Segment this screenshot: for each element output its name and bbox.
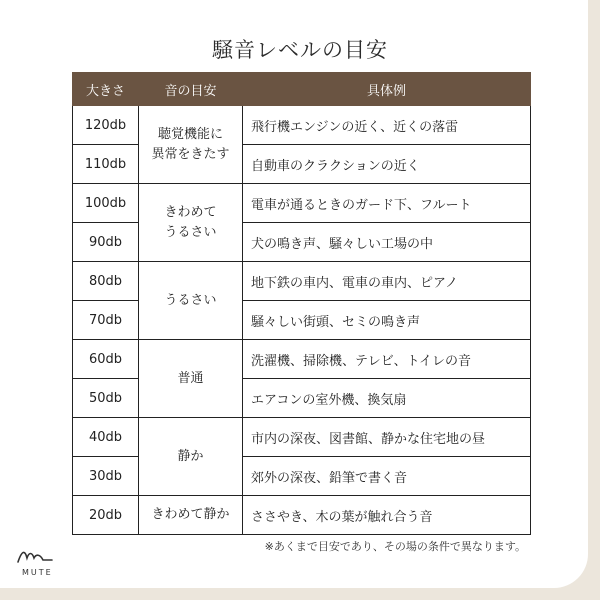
header-sound-guide: 音の目安 bbox=[139, 73, 243, 106]
example-cell: 騒々しい街頭、セミの鳴き声 bbox=[243, 301, 531, 340]
table-row bbox=[73, 184, 531, 223]
level-cell: 30db bbox=[73, 457, 139, 496]
example-cell: 郊外の深夜、鉛筆で書く音 bbox=[243, 457, 531, 496]
level-cell: 40db bbox=[73, 418, 139, 457]
footnote: ※あくまで目安であり、その場の条件で異なります。 bbox=[264, 540, 526, 553]
guide-cell: うるさい bbox=[139, 262, 243, 340]
example-cell: 地下鉄の車内、電車の車内、ピアノ bbox=[243, 262, 531, 301]
guide-text: 聴覚機能に bbox=[157, 126, 223, 142]
example-cell: 自動車のクラクションの近く bbox=[243, 145, 531, 184]
level-cell: 50db bbox=[73, 379, 139, 418]
level-cell: 90db bbox=[73, 223, 139, 262]
guide-cell: 普通 bbox=[139, 340, 243, 418]
noise-level-table bbox=[72, 72, 531, 535]
guide-text: きわめて bbox=[164, 204, 217, 220]
guide-cell bbox=[139, 184, 243, 262]
level-cell: 120db bbox=[73, 106, 139, 145]
table-row bbox=[73, 418, 531, 457]
table-row bbox=[73, 496, 531, 535]
guide-cell bbox=[139, 106, 243, 184]
level-cell: 20db bbox=[73, 496, 139, 535]
logo-text: MUTE bbox=[22, 568, 53, 577]
guide-cell: きわめて静か bbox=[139, 496, 243, 535]
table-row bbox=[73, 262, 531, 301]
example-cell: 飛行機エンジンの近く、近くの落雷 bbox=[243, 106, 531, 145]
guide-text: うるさい bbox=[164, 224, 217, 240]
level-cell: 80db bbox=[73, 262, 139, 301]
level-cell: 70db bbox=[73, 301, 139, 340]
example-cell: 電車が通るときのガード下、フルート bbox=[243, 184, 531, 223]
example-cell: 犬の鳴き声、騒々しい工場の中 bbox=[243, 223, 531, 262]
level-cell: 60db bbox=[73, 340, 139, 379]
page-title: 騒音レベルの目安 bbox=[212, 38, 388, 62]
example-cell: 洗濯機、掃除機、テレビ、トイレの音 bbox=[243, 340, 531, 379]
table-row bbox=[73, 106, 531, 145]
example-cell: エアコンの室外機、換気扇 bbox=[243, 379, 531, 418]
header-volume: 大きさ bbox=[73, 73, 139, 106]
mute-logo-icon bbox=[16, 548, 56, 566]
table-row bbox=[73, 340, 531, 379]
example-cell: ささやき、木の葉が触れ合う音 bbox=[243, 496, 531, 535]
table-header-row bbox=[73, 73, 531, 106]
guide-text: 異常をきたす bbox=[151, 146, 230, 162]
header-examples: 具体例 bbox=[243, 73, 531, 106]
guide-cell: 静か bbox=[139, 418, 243, 496]
level-cell: 110db bbox=[73, 145, 139, 184]
level-cell: 100db bbox=[73, 184, 139, 223]
example-cell: 市内の深夜、図書館、静かな住宅地の昼 bbox=[243, 418, 531, 457]
